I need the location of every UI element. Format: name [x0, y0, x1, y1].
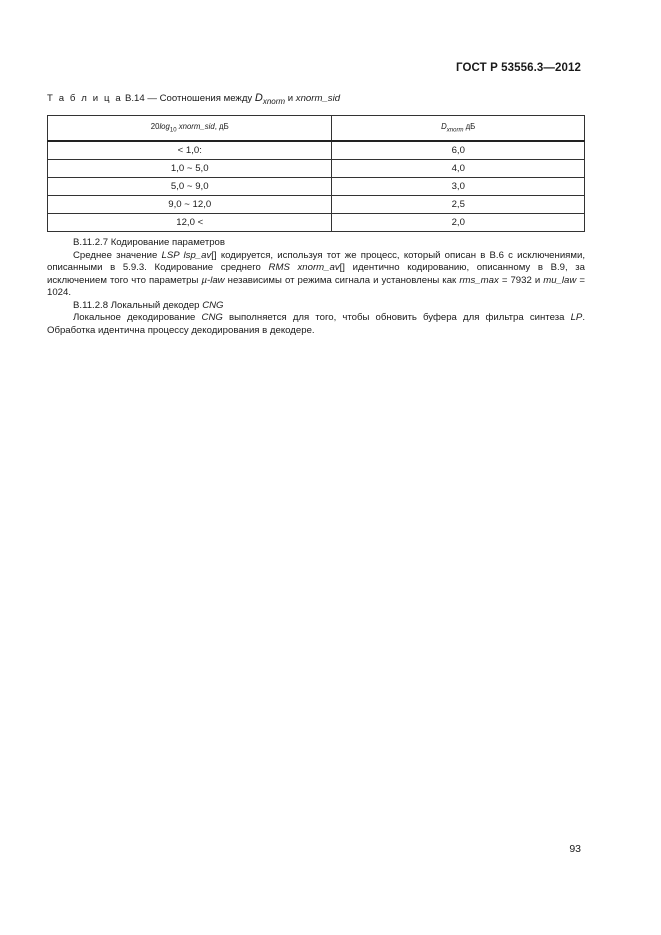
table-cell-value: 4,0: [332, 160, 585, 178]
table-cell-range: 1,0 ~ 5,0: [48, 160, 332, 178]
parameter-table: [47, 115, 585, 232]
table-cell-range: 9,0 ~ 12,0: [48, 196, 332, 214]
table-caption-d: D: [254, 92, 263, 104]
table-caption-text: — Соотношения между: [144, 93, 255, 104]
table-caption-var: xnorm_sid: [295, 93, 341, 104]
table-caption-prefix: Т а б л и ц а: [47, 93, 123, 104]
paragraph-parameter-coding: Среднее значение LSP lsp_av[] кодируется, используя тот же процесс, который описан в B.6 с исключениями, описанными в 5.9.3. Кодирование среднего RMS xnorm_av[] идентично кодированию, описанному в B.9, за исключением того что параметры µ-law независимы от режима сигнала и установлены как rms_max = 7932 и mu_law = 1024.: [47, 249, 586, 298]
body-text: [47, 237, 585, 337]
table-cell-value: 2,5: [332, 196, 585, 214]
table-caption-number: B.14: [124, 93, 145, 104]
section-heading-b1127: B.11.2.7 Кодирование параметров: [73, 237, 225, 248]
table-caption: [47, 92, 340, 106]
table-cell-value: 6,0: [332, 141, 585, 160]
table-row: [48, 160, 585, 178]
table-header-dxnorm: $D_{xnorm}$ дБ: [332, 116, 585, 142]
table-cell-range: < 1,0:: [48, 141, 332, 160]
table-row: [48, 178, 585, 196]
section-heading-b1128: B.11.2.8 Локальный декодер CNG: [73, 299, 224, 311]
table-header-log-level: $20\log_{10}$ xnorm_sid, дБ: [48, 116, 332, 142]
page-number: 93: [569, 843, 581, 855]
table-cell-value: 2,0: [332, 214, 585, 232]
table-caption-d-sub: xnorm: [262, 96, 286, 106]
table-cell-range: 12,0 <: [48, 214, 332, 232]
table-row: [48, 141, 585, 160]
table-header-row: [48, 116, 585, 142]
table-caption-and: и: [285, 93, 296, 104]
standard-designation: ГОСТ Р 53556.3—2012: [456, 62, 581, 74]
table-cell-range: 5,0 ~ 9,0: [48, 178, 332, 196]
table-row: [48, 214, 585, 232]
paragraph-local-decoder: Локальное декодирование CNG выполняется для того, чтобы обновить буфера для фильтра синтеза LP. Обработка идентична процессу декодирования в декодере.: [47, 312, 585, 336]
table-cell-value: 3,0: [332, 178, 585, 196]
table-row: [48, 196, 585, 214]
